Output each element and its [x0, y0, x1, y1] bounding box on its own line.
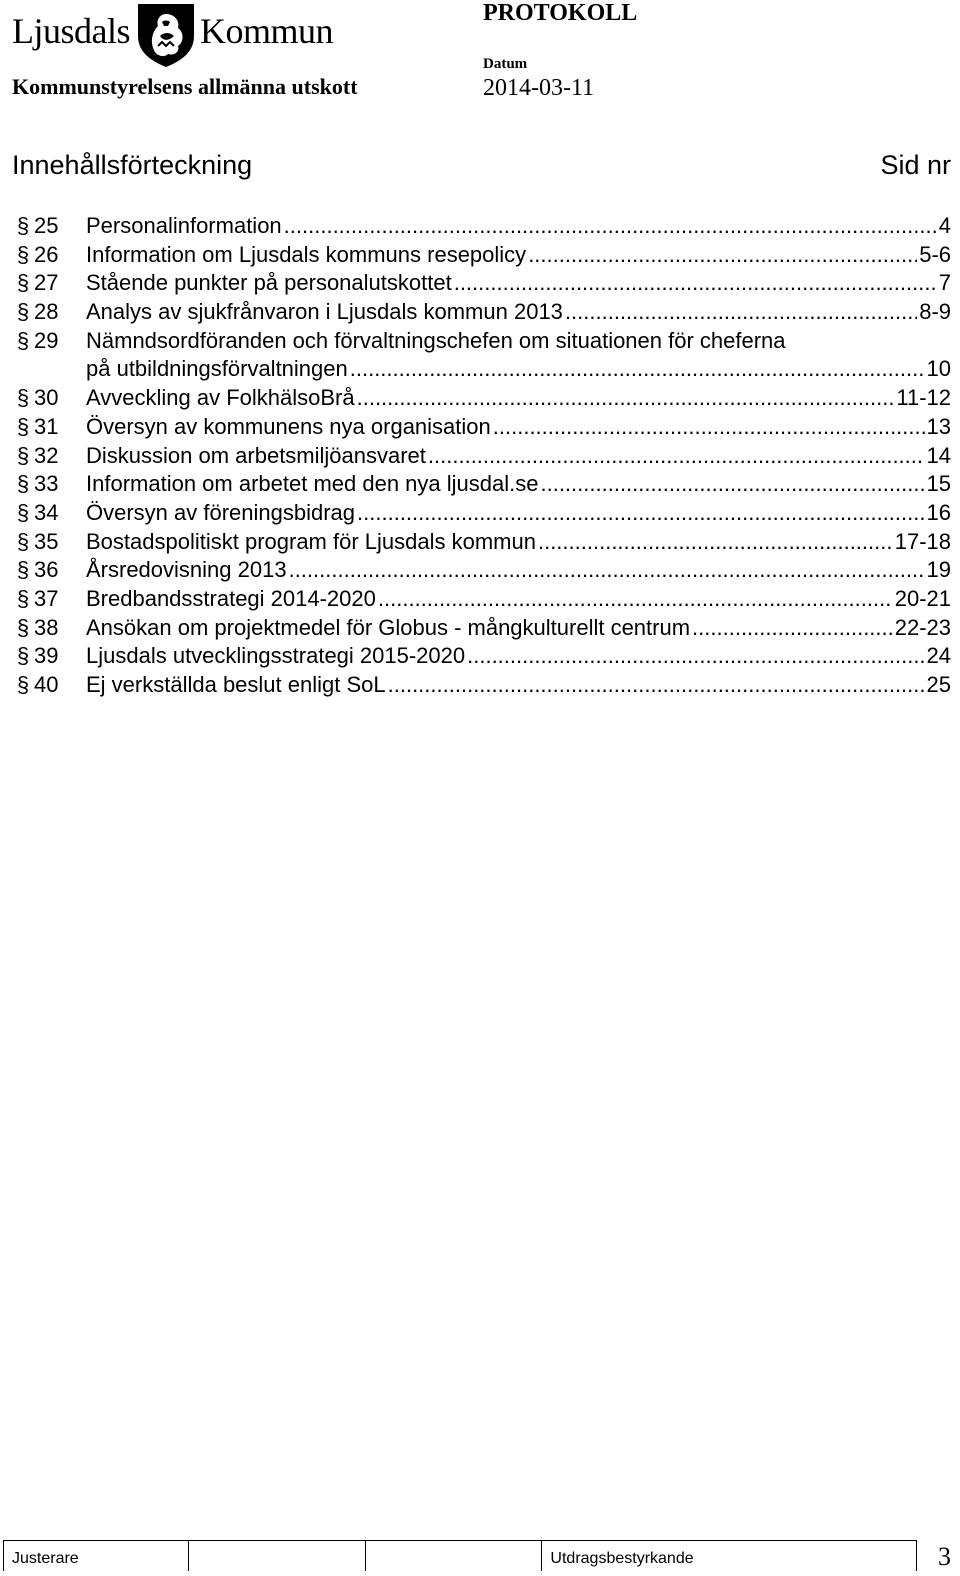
section-symbol: §	[16, 471, 30, 497]
dot-leader	[284, 212, 937, 241]
signature-box	[3, 1540, 917, 1571]
entry-title: Översyn av föreningsbidrag	[86, 499, 356, 525]
toc-entry	[0, 269, 960, 298]
dot-leader	[565, 298, 917, 327]
entry-title: Stående punkter på personalutskottet	[86, 270, 452, 296]
document-header	[0, 0, 960, 110]
section-symbol: §	[16, 213, 30, 238]
section-symbol: §	[16, 241, 30, 267]
dot-leader	[388, 671, 925, 700]
dot-leader	[692, 614, 893, 643]
document-type: PROTOKOLL	[483, 0, 638, 26]
section-symbol: §	[16, 327, 30, 353]
municipality-logo	[12, 2, 332, 68]
toc-entry	[0, 671, 960, 700]
entry-page-number: 24	[926, 643, 951, 669]
entry-page-number: 5-6	[919, 241, 951, 267]
entry-page-number: 19	[926, 557, 951, 583]
toc-entry	[0, 442, 960, 471]
section-symbol: §	[16, 585, 30, 611]
section-number: 31	[34, 413, 59, 439]
section-symbol: §	[16, 270, 30, 296]
section-symbol: §	[16, 442, 30, 468]
justerare-cell	[4, 1541, 189, 1571]
section-number: 40	[34, 672, 59, 698]
toc-entry	[0, 585, 960, 614]
toc-entry	[0, 642, 960, 671]
entry-title: Nämndsordföranden och förvaltningschefen om situationen för cheferna	[86, 327, 786, 353]
dot-leader	[357, 499, 924, 528]
entry-page-number: 7	[938, 270, 951, 296]
toc-entry	[0, 384, 960, 413]
section-number: 30	[34, 385, 59, 411]
entry-title: Analys av sjukfrånvaron i Ljusdals kommun 2013	[86, 299, 563, 325]
section-number: 27	[34, 270, 59, 296]
section-number: 34	[34, 499, 59, 525]
section-symbol: §	[16, 385, 30, 411]
entry-title: Översyn av kommunens nya organisation	[86, 413, 491, 439]
dot-leader	[289, 556, 925, 585]
committee-name: Kommunstyrelsens allmänna utskott	[12, 74, 358, 99]
entry-title: Årsredovisning 2013	[86, 557, 287, 583]
section-symbol: §	[16, 557, 30, 583]
toc-heading: Innehållsförteckning	[12, 150, 253, 180]
entry-page-number: 20-21	[894, 585, 951, 611]
entry-title: Diskussion om arbetsmiljöansvaret	[86, 442, 426, 468]
section-symbol: §	[16, 528, 30, 554]
entry-page-number: 16	[926, 499, 951, 525]
section-number: 36	[34, 557, 59, 583]
toc-page-column-heading: Sid nr	[880, 150, 951, 180]
entry-title: Avveckling av FolkhälsoBrå	[86, 385, 355, 411]
entry-title: Bredbandsstrategi 2014-2020	[86, 585, 376, 611]
section-number: 32	[34, 442, 59, 468]
entry-title: Ljusdals utvecklingsstrategi 2015-2020	[86, 643, 466, 669]
entry-page-number: 11-12	[896, 385, 951, 411]
toc-entry	[0, 499, 960, 528]
entry-page-number: 4	[938, 213, 951, 238]
dot-leader	[357, 384, 895, 413]
section-number: 28	[34, 299, 59, 325]
section-number: 33	[34, 471, 59, 497]
utdrag-cell	[542, 1541, 916, 1571]
toc-entry	[0, 528, 960, 557]
toc-entry	[0, 614, 960, 643]
dot-leader	[428, 442, 925, 471]
entry-page-number: 13	[926, 413, 951, 439]
section-symbol: §	[16, 643, 30, 669]
dot-leader	[528, 241, 917, 270]
justerare-label: Justerare	[12, 1550, 79, 1567]
entry-title: Personalinformation	[86, 213, 282, 238]
toc-entry	[0, 413, 960, 442]
section-number: 39	[34, 643, 59, 669]
entry-title: Ansökan om projektmedel för Globus - mångkulturellt centrum	[86, 614, 691, 640]
entry-title: på utbildningsförvaltningen	[86, 356, 348, 382]
toc-entry	[0, 298, 960, 327]
entry-page-number: 15	[926, 471, 951, 497]
toc-entry	[0, 327, 960, 384]
logo-text-left: Ljusdals	[12, 11, 130, 51]
page-number: 3	[938, 1542, 951, 1571]
dot-leader	[350, 355, 925, 384]
date-label: Datum	[483, 56, 528, 72]
entry-title: Information om arbetet med den nya ljusdal.se	[86, 471, 539, 497]
entry-title: Ej verkställda beslut enligt SoL	[86, 672, 386, 698]
section-number: 26	[34, 241, 59, 267]
entry-page-number: 14	[926, 442, 951, 468]
date-value: 2014-03-11	[483, 75, 595, 101]
entry-page-number: 17-18	[894, 528, 951, 554]
justerare-signature-cell	[366, 1541, 543, 1571]
entry-title: Bostadspolitiskt program för Ljusdals kommun	[86, 528, 536, 554]
section-symbol: §	[16, 499, 30, 525]
toc-entry	[0, 212, 960, 241]
dot-leader	[493, 413, 925, 442]
section-number: 37	[34, 585, 59, 611]
dot-leader	[538, 528, 893, 557]
entry-page-number: 10	[926, 356, 951, 382]
section-symbol: §	[16, 413, 30, 439]
entry-page-number: 22-23	[894, 614, 951, 640]
section-number: 29	[34, 327, 59, 353]
lion-crest-icon	[134, 2, 198, 68]
dot-leader	[454, 269, 937, 298]
toc-entry	[0, 556, 960, 585]
logo-text-right: Kommun	[200, 11, 334, 51]
entry-page-number: 25	[926, 672, 951, 698]
justerare-signature-cell	[189, 1541, 366, 1571]
section-symbol: §	[16, 672, 30, 698]
entry-page-number: 8-9	[919, 299, 951, 325]
section-number: 38	[34, 614, 59, 640]
section-symbol: §	[16, 299, 30, 325]
signature-footer	[3, 1540, 957, 1576]
section-number: 25	[34, 213, 59, 238]
dot-leader	[540, 470, 924, 499]
table-of-contents	[0, 212, 960, 700]
toc-entry	[0, 470, 960, 499]
dot-leader	[378, 585, 893, 614]
dot-leader	[467, 642, 924, 671]
entry-title: Information om Ljusdals kommuns resepolicy	[86, 241, 527, 267]
utdrag-label: Utdragsbestyrkande	[550, 1550, 694, 1567]
section-number: 35	[34, 528, 59, 554]
section-symbol: §	[16, 614, 30, 640]
toc-entry	[0, 241, 960, 270]
